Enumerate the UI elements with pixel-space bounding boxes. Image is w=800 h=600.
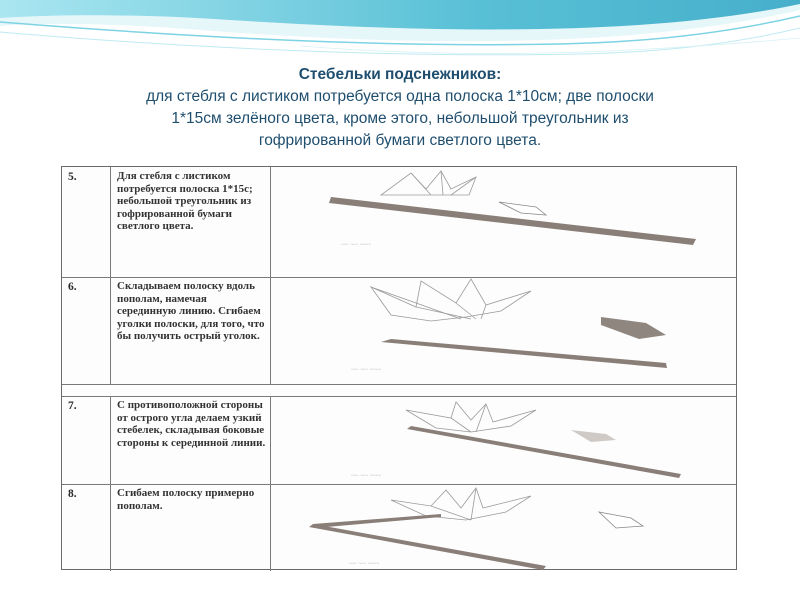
step-8-image: [271, 484, 736, 571]
step-text: Складываем полоску вдоль пополам, намечая серединную линию. Сгибаем уголки полоски, для того, что бы получить острый уголок.: [111, 277, 271, 384]
step-5-image: [271, 167, 736, 277]
title-heading: Стебельки подснежников:: [298, 66, 502, 83]
step-text: С противоположной стороны от острого угла делаем узкий стебелек, складывая боковые стороны к серединной линии.: [111, 396, 271, 484]
title-line-3: гофрированной бумаги светлого цвета.: [258, 132, 542, 149]
step-text: Для стебля с листиком потребуется полоска 1*15с; небольшой треугольник из гофрированной бумаги светлого цвета.: [111, 167, 271, 277]
step-number: 8.: [62, 484, 111, 571]
step-illustration: [271, 277, 736, 384]
step-illustration: [271, 484, 736, 571]
slide-title-block: [40, 64, 760, 152]
step-illustration: [271, 167, 736, 277]
step-row-5: [62, 167, 736, 278]
title-line-1: для стебля с листиком потребуется одна полоска 1*10см; две полоски: [146, 88, 654, 105]
title-line-2: 1*15см зелёного цвета, кроме этого, небольшой треугольник из: [171, 110, 629, 127]
instruction-table: [61, 166, 737, 570]
step-illustration: [271, 396, 736, 484]
step-row-6: [62, 277, 736, 385]
step-number: 6.: [62, 277, 111, 384]
svg-text:~~ ~~ ~~~: ~~ ~~ ~~~: [341, 241, 372, 249]
step-number: 5.: [62, 167, 111, 277]
step-6-image: [271, 277, 736, 384]
svg-text:~~ ~~ ~~~: ~~ ~~ ~~~: [349, 560, 380, 568]
step-row-7: [62, 396, 736, 485]
step-row-8: [62, 484, 736, 571]
step-7-image: [271, 396, 736, 484]
svg-text:~~ ~~ ~~~: ~~ ~~ ~~~: [351, 472, 382, 480]
step-number: 7.: [62, 396, 111, 484]
step-text: Сгибаем полоску примерно пополам.: [111, 484, 271, 571]
svg-text:~~ ~~ ~~~: ~~ ~~ ~~~: [351, 366, 382, 374]
header-wave-decoration: [0, 0, 800, 70]
